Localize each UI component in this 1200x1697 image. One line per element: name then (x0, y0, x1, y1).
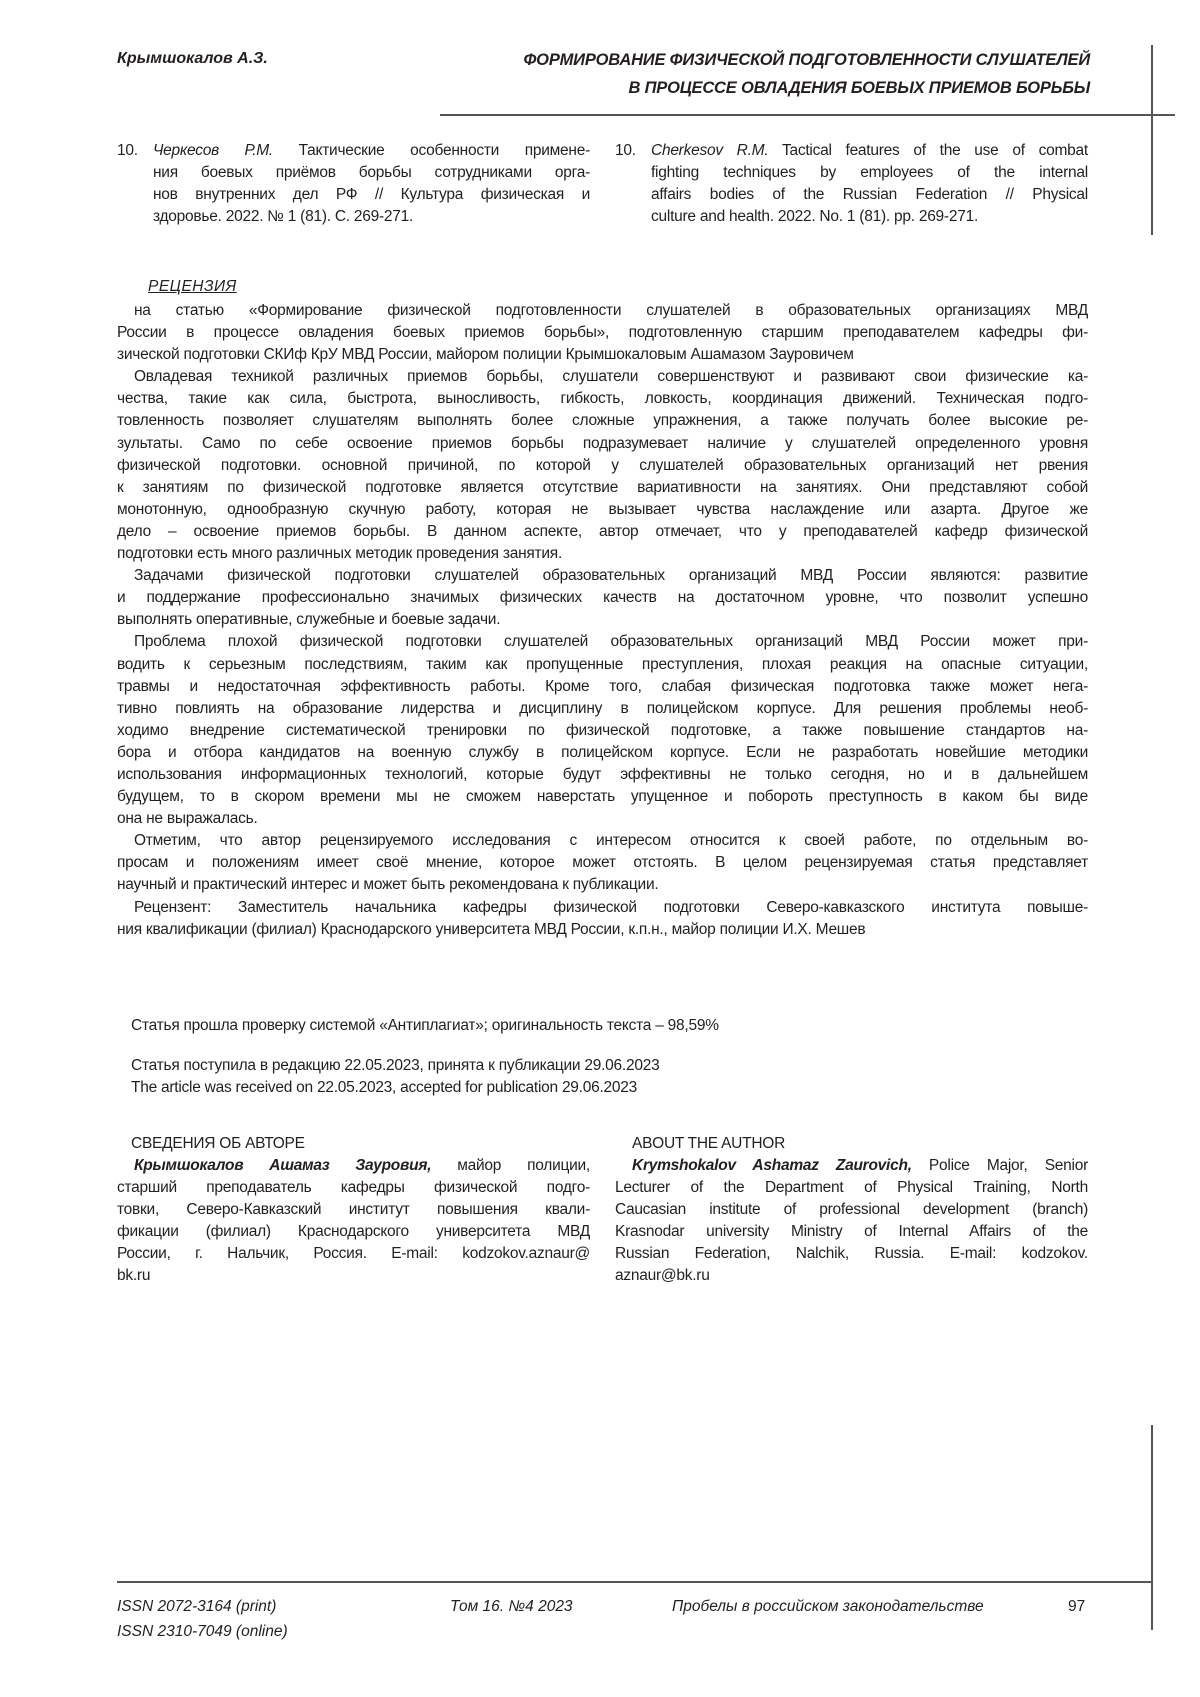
reference-line (117, 140, 590, 162)
reference-author: Cherkesov R.M. (651, 142, 769, 159)
review-line: просам и положениям имеет своё мнение, которое может отстоять. В целом рецензируемая статья представляет (117, 854, 1088, 872)
reference-text: Tactical features of the use of combat (768, 142, 1088, 159)
author-info-line (615, 1177, 1088, 1199)
reference-text: нов внутренних дел РФ // Культура физическая и (153, 186, 590, 204)
author-info-line (615, 1221, 1088, 1243)
author-info-line (117, 1199, 590, 1221)
reference-text: affairs bodies of the Russian Federation // Physical (651, 186, 1088, 204)
author-info-line (117, 1155, 590, 1177)
author-info-line (615, 1199, 1088, 1221)
author-info-line (117, 1243, 590, 1265)
author-info-ru (117, 1155, 590, 1288)
reference-number: 10. (615, 142, 636, 159)
author-info-text: Lecturer of the Department of Physical Training, North (615, 1179, 1088, 1197)
reference-text: ния боевых приёмов борьбы сотрудниками орга- (153, 164, 590, 182)
author-info-text: Russian Federation, Nalchik, Russia. E-mail: kodzokov. (615, 1245, 1088, 1263)
reference-text: culture and health. 2022. No. 1 (81). pp. 269-271. (651, 208, 979, 226)
review-line: Овладевая техникой различных приемов борьбы, слушатели совершенствуют и развивают свои физические ка- (134, 368, 1088, 386)
journal-name: Пробелы в российском законодательстве (672, 1598, 984, 1615)
review-line: чества, такие как сила, быстрота, выносливость, гибкость, ловкость, координация движений. Техническая подго- (117, 390, 1088, 408)
received-en: The article was received on 22.05.2023, accepted for publication 29.06.2023 (131, 1079, 638, 1096)
reference-author: Черкесов Р.М. (153, 142, 273, 159)
author-info-text: майор полиции, (431, 1157, 590, 1174)
reference-line (117, 206, 590, 228)
review-line: травмы и недостаточная эффективность работы. Кроме того, слабая физическая подготовка также может нега- (117, 677, 1088, 695)
author-info-line (117, 1221, 590, 1243)
author-info-line (117, 1177, 590, 1199)
author-info-text: фикации (филиал) Краснодарского университета МВД (117, 1223, 590, 1241)
reference-text: Тактические особенности примене- (272, 142, 590, 159)
review-line: ния квалификации (филиал) Краснодарского университета МВД России, к.п.н., майор полиции И.Х. Мешев (117, 920, 866, 938)
author-heading-en: ABOUT THE AUTHOR (632, 1135, 786, 1152)
author-info-text: России, г. Нальчик, Россия. E-mail: kodzokov.aznaur@ (117, 1245, 590, 1263)
author-info-text: товки, Северо-Кавказский институт повышения квали- (117, 1201, 590, 1219)
antiplagiat-note: Статья прошла проверку системой «Антиплагиат»; оригинальность текста – 98,59% (131, 1017, 719, 1034)
reference-line (117, 162, 590, 184)
review-line: зической подготовки СКИф КрУ МВД России, майором полиции Крымшокаловым Ашамазом Зауровичем (117, 346, 854, 364)
footer-rule (117, 1581, 1151, 1583)
review-line: России в процессе овладения боевых приемов борьбы», подготовленную старшим преподавателем кафедры фи- (117, 324, 1088, 342)
author-heading-ru: СВЕДЕНИЯ ОБ АВТОРЕ (131, 1135, 305, 1152)
review-line: Рецензент: Заместитель начальника кафедры физической подготовки Северо-кавказского института повыше- (134, 898, 1088, 916)
review-line: выполнять оперативные, служебные и боевые задачи. (117, 611, 501, 629)
reference-text: fighting techniques by employees of the internal (651, 164, 1088, 182)
reference-line (615, 162, 1088, 184)
volume-issue: Том 16. №4 2023 (450, 1598, 573, 1615)
author-info-line (117, 1265, 590, 1287)
review-line: товленность позволяет слушателям выполнять более сложные упражнения, а также получать более высокие ре- (117, 412, 1088, 430)
review-heading: РЕЦЕНЗИЯ (148, 278, 237, 295)
review-line: зультаты. Само по себе освоение приемов борьбы подразумевает наличие у слушателей определенного уровня (117, 434, 1088, 452)
reference-en (615, 140, 1088, 228)
author-info-text: Krasnodar university Ministry of Internal Affairs of the (615, 1223, 1088, 1241)
header-title (524, 46, 1091, 102)
review-line: водить к серьезным последствиям, таким как пропущенные преступления, плохая реакция на опасные ситуации, (117, 655, 1088, 673)
issn-online: ISSN 2310-7049 (online) (117, 1623, 288, 1640)
margin-line-bottom (1151, 1425, 1153, 1630)
review-line: Отметим, что автор рецензируемого исследования с интересом относится к своей работе, по отдельным во- (134, 832, 1088, 850)
author-info-en (615, 1155, 1088, 1288)
review-line: монотонную, однообразную скучную работу, которая не вызывает чувства наслаждение или азарта. Другое же (117, 500, 1088, 518)
review-line: использования информационных технологий, которые будут эффективны не только сегодня, но и в дальнейшем (117, 765, 1088, 783)
review-line: она не выражалась. (117, 810, 258, 828)
review-line: на статью «Формирование физической подготовленности слушателей в образовательных организациях МВД (134, 302, 1088, 319)
reference-line (615, 206, 1088, 228)
review-line: дело – освоение приемов борьбы. В данном аспекте, автор отмечает, что у преподавателей кафедр физической (117, 522, 1088, 540)
review-line: научный и практический интерес и может быть рекомендована к публикации. (117, 876, 659, 894)
review-body (117, 300, 1088, 941)
reference-line (117, 184, 590, 206)
author-info-text: Police Major, Senior (911, 1157, 1088, 1174)
author-name: Krymshokalov Ashamaz Zaurovich, (632, 1157, 912, 1174)
reference-ru (117, 140, 590, 228)
review-line: ходимо внедрение систематической тренировки по физической подготовке, а также повышение стандартов на- (117, 721, 1088, 739)
review-line: бора и отбора кандидатов на военную службу в полицейском корпусе. Если не разработать новейшие методики (117, 743, 1088, 761)
issn-print: ISSN 2072-3164 (print) (117, 1598, 277, 1615)
reference-line (615, 140, 1088, 162)
author-info-text: bk.ru (117, 1267, 151, 1285)
review-line: Задачами физической подготовки слушателей образовательных организаций МВД России являются: развитие (134, 567, 1088, 585)
review-line: к занятиям по физической подготовке является отсутствие вариативности на занятиях. Они представляют собой (117, 478, 1088, 496)
author-info-line (615, 1265, 1088, 1287)
review-line: подготовки есть много различных методик проведения занятия. (117, 545, 562, 563)
page-number: 97 (1068, 1598, 1086, 1615)
header-rule (440, 114, 1175, 116)
author-info-text: aznaur@bk.ru (615, 1267, 710, 1285)
header-author: Крымшокалов А.З. (117, 50, 268, 67)
header-title-line: ФОРМИРОВАНИЕ ФИЗИЧЕСКОЙ ПОДГОТОВЛЕННОСТИ СЛУШАТЕЛЕЙ (523, 51, 1090, 69)
review-line: физической подготовки. основной причиной, по которой у слушателей образовательных организаций нет рвения (117, 456, 1088, 474)
header-title-line: В ПРОЦЕССЕ ОВЛАДЕНИЯ БОЕВЫХ ПРИЕМОВ БОРЬБЫ (628, 79, 1090, 97)
author-info-line (615, 1243, 1088, 1265)
review-line: Проблема плохой физической подготовки слушателей образовательных организаций МВД России может при- (134, 633, 1088, 651)
margin-line-top (1151, 45, 1153, 235)
reference-number: 10. (117, 142, 138, 159)
review-line: будущем, то в скором времени мы не сможем наверстать упущенное и побороть преступность в каком бы виде (117, 788, 1088, 806)
author-name: Крымшокалов Ашамаз Зауровия, (134, 1157, 432, 1174)
reference-text: здоровье. 2022. № 1 (81). С. 269-271. (153, 208, 414, 226)
author-info-line (615, 1155, 1088, 1177)
author-info-text: Caucasian institute of professional development (branch) (615, 1201, 1088, 1219)
review-line: и поддержание профессионально значимых физических качеств на достаточном уровне, что позволит успешно (117, 589, 1088, 607)
author-info-text: старший преподаватель кафедры физической подго- (117, 1179, 590, 1197)
received-ru: Статья поступила в редакцию 22.05.2023, принята к публикации 29.06.2023 (131, 1057, 660, 1074)
review-line: тивно повлиять на образование лидерства и дисциплину в полицейском корпусе. Для решения проблемы необ- (117, 699, 1088, 717)
reference-line (615, 184, 1088, 206)
